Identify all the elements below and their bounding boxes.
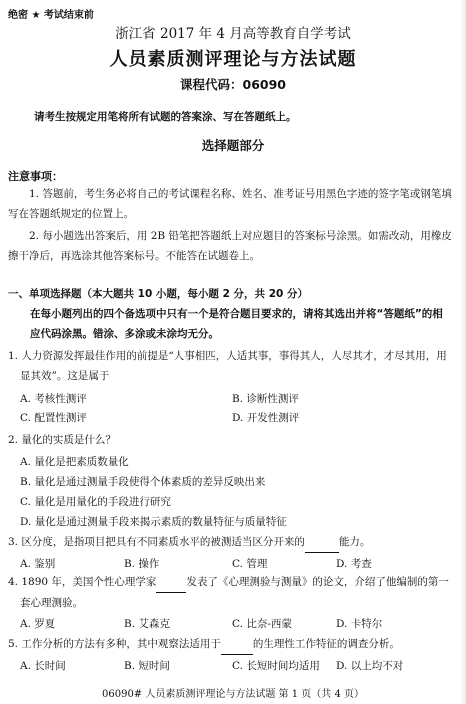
question-stem-text: 发表了《心理测验与测量》的论文，介绍了他编制的第一 <box>186 576 449 588</box>
confidential-mark: 绝密 ★ 考试结束前 <box>8 10 94 21</box>
notes-heading: 注意事项： <box>8 170 63 183</box>
question-2-stem <box>8 430 456 450</box>
section-title: 选择题部分 <box>201 138 265 153</box>
question-stem-line: 2. 量化的实质是什么？ <box>8 434 116 446</box>
exam-line: 浙江省 2017 年 4 月高等教育自学考试 <box>115 26 351 42</box>
answer-blank <box>221 634 253 655</box>
option-b: B. 操作 <box>124 558 160 570</box>
option-a: A. 考核性测评 <box>20 393 87 405</box>
question-stem-text: 能力。 <box>338 536 371 548</box>
question-4-stem <box>8 572 456 613</box>
option-a: A. 量化是把素质数量化 <box>20 456 129 468</box>
question-stem-text: 4. 1890 年，美国个性心理学家 <box>8 576 157 588</box>
question-stem-text: 3. 区分度，是指项目把具有不同素质水平的被测适当区分开来的 <box>8 536 305 548</box>
option-c: C. 管理 <box>232 558 268 570</box>
part-heading: 一、单项选择题（本大题共 10 小题，每小题 2 分，共 20 分） <box>8 288 308 300</box>
option-b: B. 短时间 <box>124 660 170 672</box>
option-d: D. 以上均不对 <box>336 660 404 672</box>
question-stem-line: 1. 人力资源发挥最佳作用的前提是“人事相匹，人适其事，事得其人，人尽其才，才尽其用，用 <box>8 350 447 362</box>
course-code: 课程代码：06090 <box>180 77 286 92</box>
option-c: C. 比奈-西蒙 <box>232 618 292 630</box>
exam-title: 人员素质测评理论与方法试题 <box>109 49 357 70</box>
option-b: B. 诊断性测评 <box>232 393 299 405</box>
option-a: A. 鉴别 <box>20 558 56 570</box>
option-b: B. 艾森克 <box>124 618 170 630</box>
question-5-stem <box>8 634 456 655</box>
option-d: D. 量化是通过测量手段来揭示素质的数量特征与质量特征 <box>20 516 287 528</box>
option-d: D. 开发性测评 <box>232 412 300 424</box>
option-c: C. 配置性测评 <box>20 412 87 424</box>
question-1-stem <box>8 346 456 386</box>
option-c: C. 量化是用量化的手段进行研究 <box>20 496 171 508</box>
page-footer: 06090# 人员素质测评理论与方法试题 第 1 页（共 4 页） <box>102 689 364 700</box>
option-b: B. 量化是通过测量手段使得个体素质的差异反映出来 <box>20 476 266 488</box>
option-a: A. 长时间 <box>20 660 66 672</box>
question-stem-line: 套心理测验。 <box>20 597 83 609</box>
answer-blank <box>156 572 186 593</box>
answer-blank <box>305 532 339 553</box>
question-stem-line: 显其效”。这是属于 <box>20 370 110 382</box>
option-a: A. 罗夏 <box>20 618 56 630</box>
question-stem-text: 5. 工作分析的方法有多种，其中观察法适用于 <box>8 638 221 650</box>
part-instruction: 在每小题列出的四个备选项中只有一个是符合题目要求的，请将其选出并将“答题纸”的相应代码涂黑。错涂、多涂或未涂均无分。 <box>30 308 443 340</box>
note-item: 2. 每小题选出答案后，用 2B 铅笔把答题纸上对应题目的答案标号涂黑。如需改动，用橡皮擦干净后，再选涂其他答案标号。不能答在试题卷上。 <box>8 230 452 262</box>
option-d: D. 卡特尔 <box>336 618 383 630</box>
question-3-stem <box>8 532 456 553</box>
note-item: 1. 答题前，考生务必将自己的考试课程名称、姓名、准考证号用黑色字迹的签字笔或钢笔填写在答题纸规定的位置上。 <box>8 188 452 220</box>
question-stem-text: 的生理性工作特征的调查分析。 <box>252 638 400 650</box>
option-d: D. 考查 <box>336 558 372 570</box>
option-c: C. 长短时间均适用 <box>232 660 320 672</box>
scan-edge-shadow <box>460 0 466 704</box>
answer-instruction: 请考生按规定用笔将所有试题的答案涂、写在答题纸上。 <box>34 111 297 123</box>
